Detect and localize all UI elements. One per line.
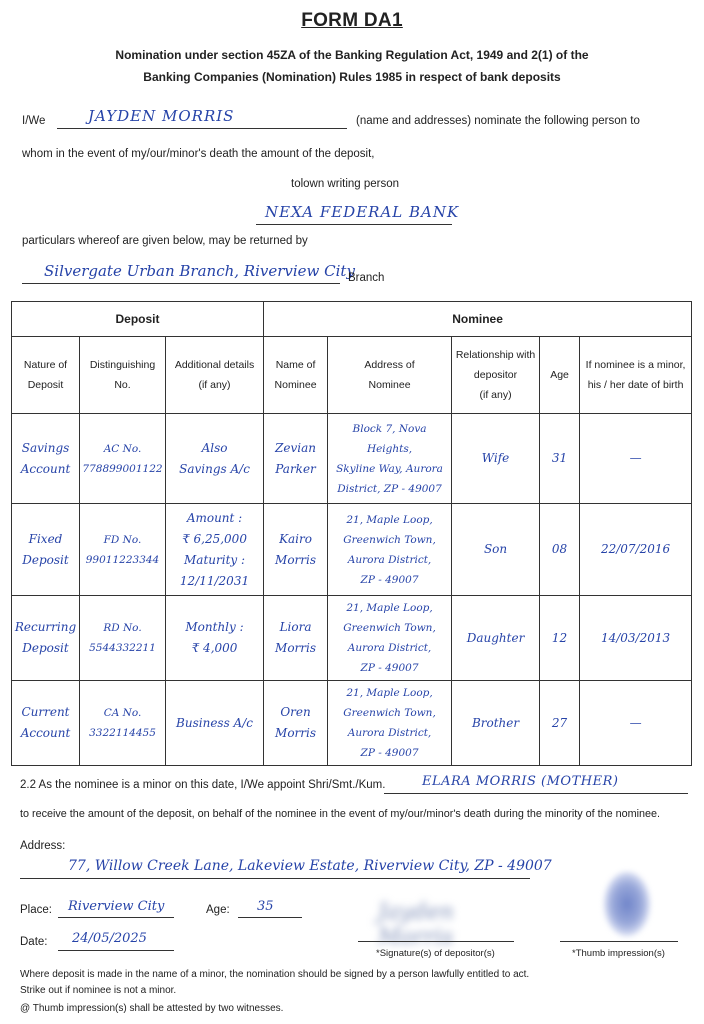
deposit-group-header: Deposit (12, 302, 264, 337)
cell-number[interactable]: CA No. 3322114455 (80, 681, 166, 766)
place-label: Place: (20, 904, 52, 916)
cell-address[interactable]: 21, Maple Loop, Greenwich Town, Aurora District, ZP - 49007 (328, 504, 452, 596)
cell-nature[interactable]: Savings Account (12, 414, 80, 504)
cell-nature[interactable]: Recurring Deposit (12, 596, 80, 681)
depositor-signature: Jayden Morris (378, 900, 454, 950)
branch-name-underline (22, 283, 340, 284)
header-nominee-name: Name of Nominee (264, 337, 328, 414)
cell-nominee[interactable]: Liora Morris (264, 596, 328, 681)
cell-relationship[interactable]: Wife (452, 414, 540, 504)
age-label: Age: (206, 904, 230, 916)
guardian-name-field[interactable]: ELARA MORRIS (MOTHER) (422, 774, 619, 789)
subtitle-line-2: Banking Companies (Nomination) Rules 1985 in respect of bank deposits (143, 70, 561, 84)
nomination-table (11, 301, 692, 766)
header-nominee-address: Address of Nominee (328, 337, 452, 414)
receive-text: to receive the amount of the deposit, on behalf of the nominee in the event of my/our/minor's death during the minority of the nominee. (20, 808, 661, 820)
table-row (12, 681, 692, 766)
header-nature: Nature of Deposit (12, 337, 80, 414)
cell-dob[interactable]: — (580, 681, 692, 766)
iwe-suffix: (name and addresses) nominate the following person to (356, 115, 640, 127)
date-field[interactable]: 24/05/2025 (72, 931, 147, 946)
cell-details[interactable]: Also Savings A/c (166, 414, 264, 504)
appoint-text: 2.2 As the nominee is a minor on this date, I/We appoint Shri/Smt./Kum. (20, 779, 386, 791)
place-field[interactable]: Riverview City (68, 899, 165, 914)
guardian-address-underline (20, 878, 530, 879)
header-additional-details: Additional details (if any) (166, 337, 264, 414)
cell-relationship[interactable]: Daughter (452, 596, 540, 681)
depositor-name-field[interactable]: JAYDEN MORRIS (88, 107, 235, 125)
branch-name-field[interactable]: Silvergate Urban Branch, Riverview City (44, 262, 355, 280)
cell-age[interactable]: 12 (540, 596, 580, 681)
cell-age[interactable]: 08 (540, 504, 580, 596)
cell-nominee[interactable]: Zevian Parker (264, 414, 328, 504)
date-label: Date: (20, 936, 48, 948)
cell-dob[interactable]: — (580, 414, 692, 504)
note-minor-signature: Where deposit is made in the name of a minor, the nomination should be signed by a person lawfully entitled to act. (20, 969, 530, 980)
cell-number[interactable]: AC No. 778899001122 (80, 414, 166, 504)
address-label: Address: (20, 840, 66, 852)
cell-details[interactable]: Monthly : ₹ 4,000 (166, 596, 264, 681)
header-age: Age (540, 337, 580, 414)
particulars-text: particulars whereof are given below, may be returned by (22, 235, 308, 247)
cell-number[interactable]: RD No. 5544332211 (80, 596, 166, 681)
signature-line (358, 941, 514, 942)
header-distinguishing-no: Distinguishing No. (80, 337, 166, 414)
age-field[interactable]: 35 (257, 899, 274, 914)
cell-nature[interactable]: Current Account (12, 681, 80, 766)
cell-address[interactable]: 21, Maple Loop, Greenwich Town, Aurora District, ZP - 49007 (328, 596, 452, 681)
town-label: tolown writing person (291, 178, 400, 190)
note-strike-out: Strike out if nominee is not a minor. (20, 985, 177, 996)
note-thumb-attest: @ Thumb impression(s) shall be attested by two witnesses. (20, 1003, 284, 1014)
bank-name-underline (256, 224, 452, 225)
thumb-line (560, 941, 678, 942)
cell-dob[interactable]: 14/03/2013 (580, 596, 692, 681)
cell-nominee[interactable]: Oren Morris (264, 681, 328, 766)
place-underline (58, 917, 174, 918)
cell-details[interactable]: Amount : ₹ 6,25,000 Maturity : 12/11/2031 (166, 504, 264, 596)
cell-nominee[interactable]: Kairo Morris (264, 504, 328, 596)
cell-relationship[interactable]: Brother (452, 681, 540, 766)
signature-label: *Signature(s) of depositor(s) (376, 948, 495, 959)
cell-age[interactable]: 31 (540, 414, 580, 504)
cell-relationship[interactable]: Son (452, 504, 540, 596)
iwe-label: I/We (22, 115, 46, 127)
table-row (12, 414, 692, 504)
cell-address[interactable]: 21, Maple Loop, Greenwich Town, Aurora District, ZP - 49007 (328, 681, 452, 766)
form-title: FORM DA1 (301, 10, 403, 31)
cell-age[interactable]: 27 (540, 681, 580, 766)
death-clause-text: whom in the event of my/our/minor's death the amount of the deposit, (22, 148, 375, 160)
date-underline (58, 950, 174, 951)
cell-dob[interactable]: 22/07/2016 (580, 504, 692, 596)
cell-number[interactable]: FD No. 99011223344 (80, 504, 166, 596)
guardian-address-field[interactable]: 77, Willow Creek Lane, Lakeview Estate, Riverview City, ZP - 49007 (68, 858, 552, 874)
thumb-impression (604, 872, 650, 936)
cell-address[interactable]: Block 7, Nova Heights, Skyline Way, Aurora District, ZP - 49007 (328, 414, 452, 504)
cell-details[interactable]: Business A/c (166, 681, 264, 766)
header-minor-dob: If nominee is a minor, his / her date of birth (580, 337, 692, 414)
header-relationship: Relationship with depositor (if any) (452, 337, 540, 414)
bank-name-field[interactable]: NEXA FEDERAL BANK (265, 203, 460, 221)
nominee-group-header: Nominee (264, 302, 692, 337)
table-row (12, 504, 692, 596)
guardian-name-underline (384, 793, 688, 794)
table-row (12, 596, 692, 681)
cell-nature[interactable]: Fixed Deposit (12, 504, 80, 596)
thumb-label: *Thumb impression(s) (572, 948, 665, 959)
branch-label: Branch (348, 272, 385, 284)
age-underline (238, 917, 302, 918)
subtitle-line-1: Nomination under section 45ZA of the Banking Regulation Act, 1949 and 2(1) of the (115, 48, 589, 62)
depositor-name-underline (57, 128, 347, 129)
